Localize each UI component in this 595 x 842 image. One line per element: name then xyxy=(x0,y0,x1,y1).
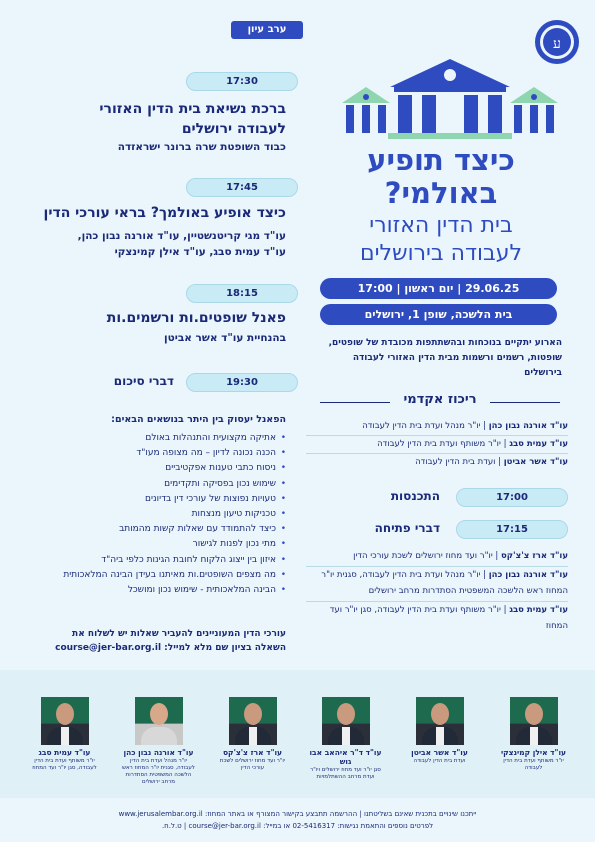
academic-item: עו"ד עמית סבג | יו"ר משותף ועדת בית הדין לעבודה xyxy=(306,436,568,454)
speaker-card: עו"ד ארז צ'צ'קס יו"ר ועד מחוז ירושלים לשכת עורכי הדין xyxy=(215,697,290,772)
speaker-card: עו"ד אורנה נבון כהן יו"ר מנהל ועדת בית הדין לעבודה, סגנית יו"ר המחוז ראש הלשכה המשפטית הסתדרות מרחב ירושלים xyxy=(121,697,196,786)
footer xyxy=(20,808,575,832)
time-badge: 18:15 xyxy=(186,284,298,303)
academic-item: עו"ד אורנה נבון כהן | יו"ר מנהל ועדת בית הדין לעבודה xyxy=(306,418,568,436)
speaker-photo xyxy=(322,697,370,745)
topics-list xyxy=(24,431,286,598)
event-type-badge xyxy=(231,21,303,39)
session-subtitle: עו"ד מגי קריטנשטיין, עו"ד אורנה נבון כהן, עו"ד עמית סבג, עו"ד אילן קמינצקי xyxy=(77,230,286,258)
time-badge: 19:30 xyxy=(186,373,298,392)
footer-line-2: לפרטים נוספים והתאמת נגישות: 02-5416317 או במייל: course@jer-bar.org.il | ט.ל.ח. xyxy=(161,822,434,830)
opening-item: עו"ד עמית סבג | יו"ר משותף ועדת בית הדין לעבודה, סגן יו"ר ועד המחוז xyxy=(329,604,568,631)
speaker-card: עו"ד עמית סבג יו"ר משותף ועדת בית הדין לעבודה, סגן יו"ר ועד המחוז xyxy=(27,697,102,772)
footer-line-1: ייתכנו שינויים בתכנית שאינם בשליטתנו | ההרשמה תתבצע בקישור המצורף או באתר המחוז: www.jerusalembar.org.il xyxy=(118,810,477,818)
time-badge: 17:30 xyxy=(186,72,298,91)
session-subtitle: כבוד השופטת שרה ברונר ישראזדה xyxy=(117,141,286,153)
opening-speakers xyxy=(306,548,568,635)
topics-heading: הפאנל יעסוק בין היתר בנושאים הבאים: xyxy=(111,414,286,425)
opening-title: דברי פתיחה xyxy=(374,521,440,535)
academic-list xyxy=(306,418,568,471)
topic-item: • מה מצפים השופטים.ות מאיתנו בעידן הבינה המלאכותית xyxy=(24,568,286,583)
session-title: ברכת נשיאת בית הדין האזורי לעבודה ירושלים xyxy=(99,101,286,137)
questions-contact: עורכי הדין המעוניינים להעביר שאלות יש לשלוח את השאלה בציון שם מלא למייל: course@jer-bar.org.il xyxy=(55,629,286,653)
speaker-photo xyxy=(41,697,89,745)
topic-item: • כיצד להתמודד עם שאלות קשות מהמותב xyxy=(24,522,286,537)
title-line-2: באולמי? xyxy=(384,176,498,210)
location-pill xyxy=(320,304,557,325)
topic-item: • הבינה המלאכותית - שימוש נכון ומושכל xyxy=(24,583,286,598)
courthouse-illustration xyxy=(342,57,558,143)
topic-item: • איזון בין ייצוג הלקוח לחובת הגינות כלפי ביה"ד xyxy=(24,553,286,568)
opening-item: עו"ד אורנה נבון כהן | יו"ר מנהל ועדת בית הדין לעבודה, סגנית יו"ר המחוז ראש הלשכה המשפטית הסתדרות מרחב ירושלים xyxy=(306,567,568,602)
page-title xyxy=(306,144,576,268)
event-type-label: ערב עיון xyxy=(247,24,287,35)
subtitle-line-2: לעבודה בירושלים xyxy=(359,241,523,266)
time-badge: 17:15 xyxy=(456,520,568,539)
topic-item: • שימוש נכון בפסיקה ותקדימים xyxy=(24,477,286,492)
speaker-card: עו"ד אילן קמינצקי יו"ר משותף ועדת בית הדין לעבודה xyxy=(496,697,571,772)
topic-item: • מתי נכון לפנות לגישור xyxy=(24,537,286,552)
session-title: פאנל שופטים.ות ורשמים.ות xyxy=(106,310,286,326)
date-time-label: 29.06.25 | יום ראשון | 17:00 xyxy=(357,282,520,295)
topic-item: • טכניקות טיעון מנצחות xyxy=(24,507,286,522)
session-title: דברי סיכום xyxy=(113,374,174,388)
session-title: כיצד אופיע באולמך? בראי עורכי הדין xyxy=(43,205,286,221)
location-label: בית הלשכה, שופן 1, ירושלים xyxy=(364,308,513,321)
speaker-photo xyxy=(135,697,183,745)
topic-item: • הכנה נכונה לדיון – מה מצופה מעו"ד xyxy=(24,446,286,461)
session-subtitle: בהנחיית עו"ד אשר אביטן xyxy=(164,332,286,344)
time-badge: 17:45 xyxy=(186,178,298,197)
academic-heading xyxy=(320,392,560,412)
opening-item: עו"ד ארז צ'צ'קס | יו"ר ועד מחוז ירושלים לשכת עורכי הדין xyxy=(306,548,568,567)
speaker-card: עו"ד ד"ר איהאב אבו גוש סגן יו"ר ועד מחוז ירושלים ויו"ר ועדת מרחב ההשתלמויות xyxy=(308,697,383,781)
topic-item: • אתיקה מקצועית והתנהלות באולם xyxy=(24,431,286,446)
svg-text:ע: ע xyxy=(553,36,561,52)
academic-heading-label: ריכוז אקדמי xyxy=(390,392,490,407)
academic-item: עו"ד אשר אביטן | ועדת בית הדין לעבודה xyxy=(415,457,568,467)
title-line-1: כיצד תופיע xyxy=(367,143,515,177)
date-time-pill xyxy=(320,278,557,299)
subtitle-line-1: בית הדין האזורי xyxy=(369,213,513,238)
topic-item: • ניסוח כתבי טענות אפקטיביים xyxy=(24,461,286,476)
event-description: הארוע יתקיים בנוכחות ובהשתתפות מכובדת של שופטים, שופטות, רשמים ורשמות מבית הדין האזורי לעבודה בירושלים xyxy=(328,338,562,378)
speaker-photo xyxy=(510,697,558,745)
speaker-photo xyxy=(416,697,464,745)
time-badge: 17:00 xyxy=(456,488,568,507)
speaker-photo xyxy=(229,697,277,745)
arrival-title: התכנסות xyxy=(390,489,440,503)
topic-item: • טעויות נפוצות של עורכי דין בדיונים xyxy=(24,492,286,507)
speaker-card: עו"ד אשר אביטן ועדת בית הדין לעבודה xyxy=(402,697,477,765)
